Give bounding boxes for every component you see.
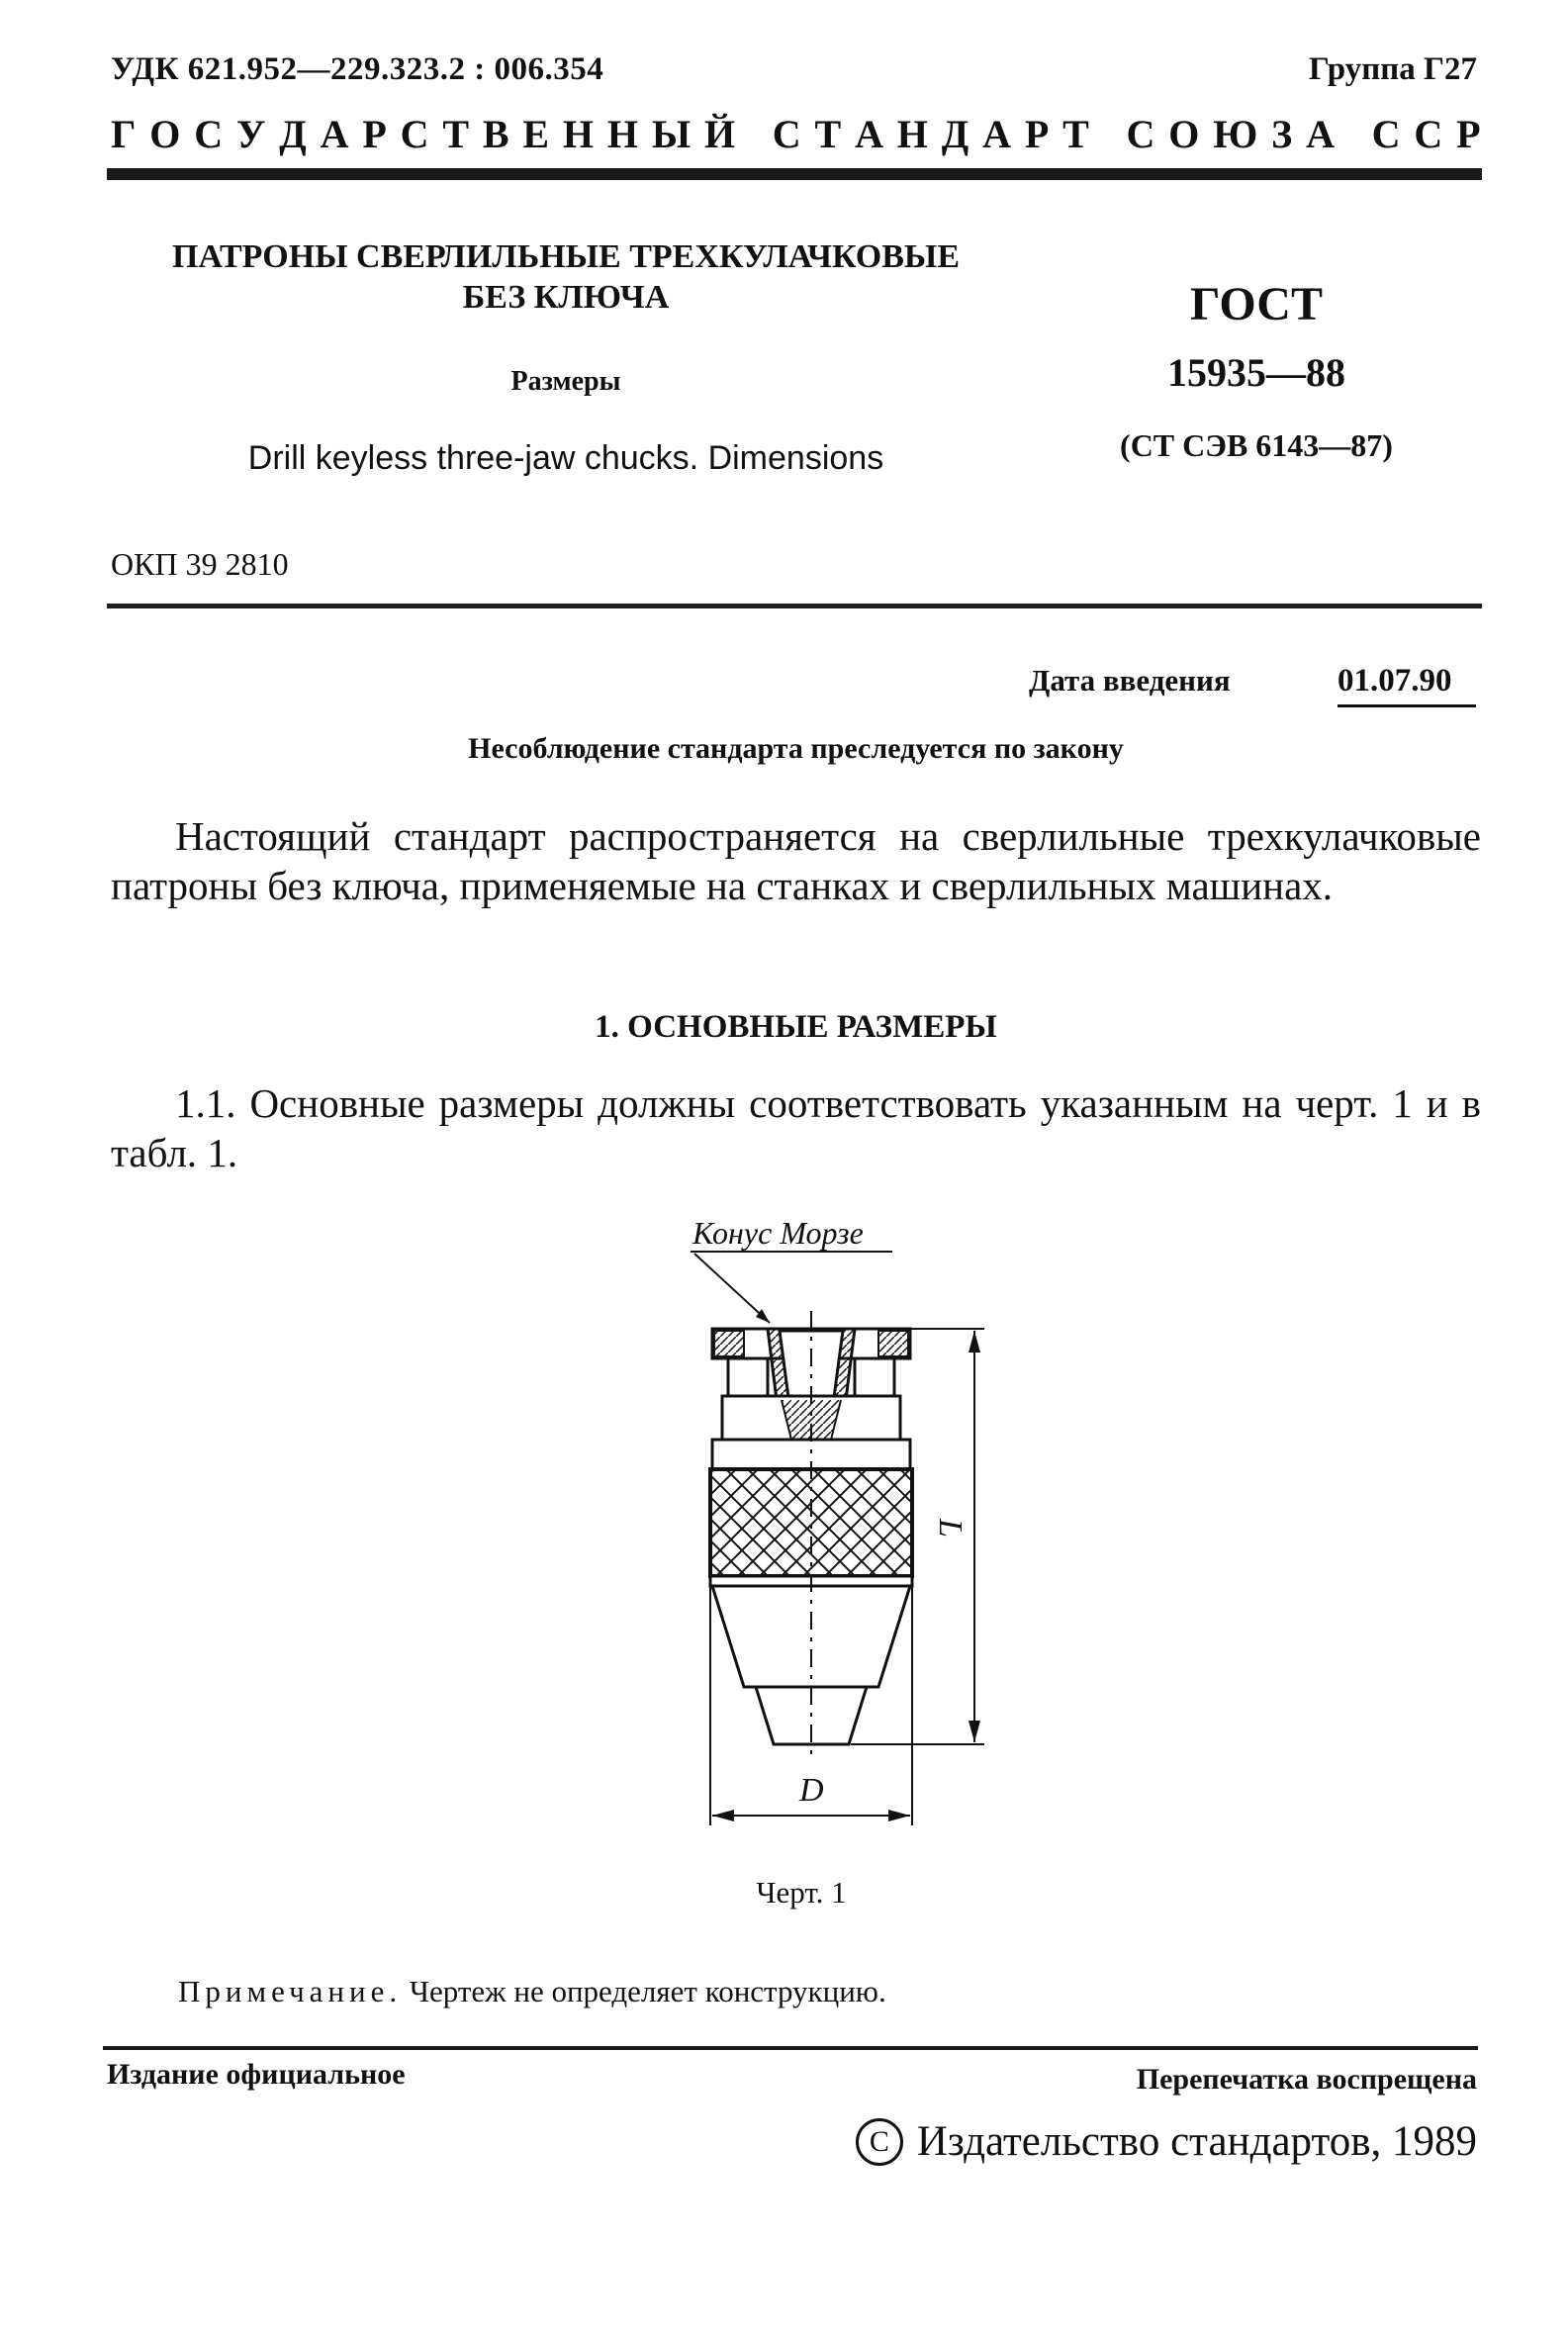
dimension-l: L — [932, 1519, 968, 1538]
state-heading-letter: Д — [279, 112, 307, 156]
date-underline — [1337, 704, 1476, 707]
state-heading-letter: Е — [522, 112, 550, 156]
gost-label: ГОСТ — [1190, 278, 1323, 330]
dimension-d: D — [799, 1772, 824, 1809]
group-code: Группа Г27 — [1308, 51, 1477, 87]
note — [178, 1974, 886, 2009]
state-heading-letter: Т — [814, 112, 842, 156]
state-heading-letter: Н — [606, 112, 639, 156]
okp-code: ОКП 39 2810 — [111, 546, 289, 582]
state-heading-letter: С — [1126, 112, 1155, 156]
state-heading-letter — [1348, 111, 1358, 157]
copyright-icon: C — [856, 2118, 903, 2166]
state-heading-letter: Н — [896, 112, 928, 156]
state-heading-letter — [749, 111, 759, 157]
section-heading: 1. ОСНОВНЫЕ РАЗМЕРЫ — [595, 1009, 997, 1045]
intro-paragraph: Настоящий стандарт распространяется на сверлильные трехкулачковые патроны без ключа, применяемые на станках и сверлильных машинах. — [111, 813, 1481, 909]
gost-number: 15935—88 — [1167, 350, 1345, 395]
copyright-line — [856, 2117, 1477, 2166]
state-heading-letter: Д — [941, 112, 969, 156]
english-title: Drill keyless three-jaw chucks. Dimensions — [247, 439, 884, 477]
state-heading-letter: Ю — [1213, 112, 1258, 156]
title-line-2: БЕЗ КЛЮЧА — [462, 278, 670, 316]
state-heading-letter: С — [1371, 112, 1401, 156]
reprint-prohibited: Перепечатка воспрещена — [1136, 2063, 1477, 2096]
state-heading-letter: Ы — [651, 112, 692, 156]
sev-reference: (СТ СЭВ 6143—87) — [1120, 427, 1393, 463]
gost-block — [1068, 277, 1444, 464]
knurled-sleeve — [710, 1469, 912, 1576]
state-heading-letter: О — [1168, 112, 1200, 156]
chuck-drawing — [633, 1202, 1029, 1845]
state-standard-heading — [111, 111, 1481, 157]
subtitle: Размеры — [510, 366, 621, 397]
state-heading-letter: Р — [1456, 112, 1481, 156]
section-rule — [107, 604, 1482, 608]
state-heading-letter: А — [982, 112, 1012, 156]
state-heading-letter: Н — [562, 112, 595, 156]
morse-taper-label: Конус Морзе — [692, 1215, 864, 1251]
state-heading-letter: Т — [1062, 112, 1089, 156]
state-heading-letter: А — [855, 112, 883, 156]
state-heading-letter: С — [772, 112, 801, 156]
state-heading-letter: Т — [442, 112, 470, 156]
state-heading-letter: Р — [362, 112, 387, 156]
figure-caption: Черт. 1 — [756, 1875, 847, 1910]
state-heading-letter — [1103, 111, 1113, 157]
paragraph-1-1: 1.1. Основные размеры должны соответствовать указанным на черт. 1 и в табл. 1. — [111, 1080, 1481, 1176]
official-edition: Издание официальное — [107, 2058, 406, 2091]
state-heading-letter: З — [1271, 112, 1293, 156]
state-heading-letter: У — [236, 112, 266, 156]
intro-date-value: 01.07.90 — [1337, 663, 1452, 699]
note-label: Примечание. — [178, 1974, 403, 2008]
state-heading-letter: Р — [1024, 112, 1050, 156]
intro-date-label: Дата введения — [1029, 663, 1231, 698]
state-heading-letter: В — [482, 112, 509, 156]
udk-code: УДК 621.952—229.323.2 : 006.354 — [111, 51, 604, 87]
note-text: Чертеж не определяет конструкцию. — [409, 1974, 886, 2008]
header-rule — [107, 168, 1482, 180]
state-heading-letter: С — [194, 112, 224, 156]
footer-rule — [103, 2046, 1478, 2050]
state-heading-letter: О — [149, 112, 181, 156]
state-heading-letter: А — [1306, 112, 1335, 156]
publisher: Издательство стандартов, 1989 — [916, 2118, 1477, 2165]
penalty-notice: Несоблюдение стандарта преследуется по закону — [468, 732, 1124, 765]
document-title — [111, 237, 1021, 319]
state-heading-letter: С — [400, 112, 429, 156]
state-heading-letter: А — [320, 112, 349, 156]
state-heading-letter: С — [1414, 112, 1443, 156]
title-line-1: ПАТРОНЫ СВЕРЛИЛЬНЫЕ ТРЕХКУЛАЧКОВЫЕ — [171, 238, 960, 275]
state-heading-letter: Г — [111, 112, 137, 156]
state-heading-letter: Й — [703, 112, 736, 156]
